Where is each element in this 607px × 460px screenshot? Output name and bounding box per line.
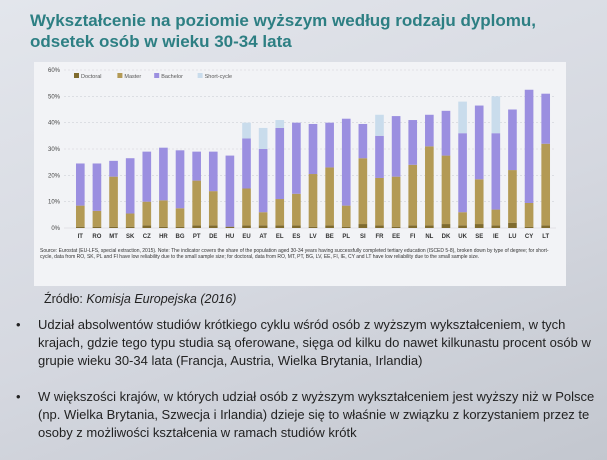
- x-tick-label: NL: [425, 234, 434, 240]
- bar-bachelor: [192, 152, 201, 181]
- x-tick-label: LV: [309, 234, 317, 240]
- bullet-item: [14, 388, 599, 442]
- x-tick-label: IT: [77, 234, 83, 240]
- bar-doctoral: [525, 227, 534, 228]
- y-tick-label: 30%: [47, 147, 60, 153]
- x-tick-label: CY: [524, 234, 534, 240]
- bar-short-cycle: [259, 128, 268, 149]
- bar-master: [458, 212, 467, 225]
- bar-master: [209, 191, 218, 225]
- legend-swatch: [198, 73, 203, 78]
- bar-bachelor: [126, 158, 135, 213]
- bar-bachelor: [292, 123, 301, 194]
- legend-swatch: [74, 73, 79, 78]
- bar-master: [425, 146, 434, 225]
- bar-bachelor: [492, 133, 501, 209]
- legend-swatch: [117, 73, 122, 78]
- bar-master: [159, 200, 168, 226]
- bar-bachelor: [508, 110, 517, 171]
- bar-short-cycle: [275, 120, 284, 128]
- bar-master: [525, 203, 534, 227]
- x-tick-label: DK: [441, 234, 451, 240]
- bar-master: [475, 179, 484, 224]
- bar-doctoral: [259, 225, 268, 228]
- bar-master: [508, 170, 517, 223]
- bullet-item: [14, 316, 599, 370]
- x-tick-label: HR: [159, 234, 168, 240]
- y-tick-label: 20%: [47, 173, 60, 180]
- bar-bachelor: [541, 94, 550, 144]
- x-tick-label: MT: [109, 234, 118, 240]
- bar-doctoral: [492, 225, 501, 228]
- bar-master: [176, 208, 185, 226]
- y-tick-label: 60%: [47, 68, 60, 74]
- bar-master: [392, 177, 401, 227]
- bar-master: [408, 165, 417, 226]
- legend-label: Short-cycle: [204, 74, 233, 80]
- y-tick-label: 40%: [47, 120, 60, 127]
- x-tick-label: PT: [192, 234, 201, 240]
- bar-master: [242, 189, 251, 226]
- bar-master: [259, 212, 268, 225]
- bar-doctoral: [425, 225, 434, 228]
- bar-doctoral: [342, 227, 351, 228]
- x-tick-label: BE: [325, 234, 334, 240]
- bar-master: [126, 214, 135, 227]
- x-tick-label: BG: [175, 234, 185, 240]
- legend-label: Doctoral: [81, 74, 102, 80]
- bar-doctoral: [408, 225, 417, 228]
- bar-doctoral: [375, 225, 384, 228]
- bar-doctoral: [159, 227, 168, 228]
- y-tick-label: 0%: [51, 226, 60, 232]
- bar-bachelor: [309, 124, 318, 174]
- bar-doctoral: [242, 225, 251, 228]
- x-tick-label: FR: [375, 234, 384, 240]
- bullet-dot-icon: •: [16, 389, 21, 404]
- bar-master: [76, 206, 85, 227]
- bar-bachelor: [442, 111, 451, 156]
- x-tick-label: EL: [275, 234, 284, 240]
- bar-doctoral: [475, 224, 484, 228]
- bar-doctoral: [309, 227, 318, 228]
- bar-master: [93, 211, 102, 227]
- bar-short-cycle: [458, 102, 467, 134]
- bar-master: [292, 194, 301, 226]
- bar-bachelor: [275, 128, 284, 199]
- bar-doctoral: [192, 225, 201, 228]
- stacked-bar-chart: [34, 62, 566, 250]
- bar-bachelor: [226, 156, 235, 227]
- bar-master: [375, 178, 384, 225]
- bar-short-cycle: [242, 123, 251, 139]
- bar-doctoral: [275, 225, 284, 228]
- bar-master: [192, 181, 201, 226]
- legend-swatch: [154, 73, 159, 78]
- bar-master: [541, 144, 550, 226]
- bar-doctoral: [209, 225, 218, 228]
- bar-doctoral: [142, 225, 151, 228]
- legend-label: Bachelor: [161, 74, 183, 80]
- source-prefix: Źródło:: [44, 292, 87, 306]
- x-tick-label: HU: [225, 234, 235, 240]
- x-tick-label: EU: [242, 234, 251, 240]
- bar-bachelor: [325, 123, 334, 168]
- x-tick-label: SI: [360, 234, 366, 240]
- bar-bachelor: [159, 148, 168, 201]
- bar-bachelor: [375, 136, 384, 178]
- bullet-list: [14, 316, 599, 442]
- bar-bachelor: [458, 133, 467, 212]
- legend-label: Master: [124, 74, 142, 80]
- bar-bachelor: [259, 149, 268, 212]
- bar-doctoral: [93, 227, 102, 228]
- bar-doctoral: [359, 224, 368, 228]
- bar-bachelor: [209, 152, 218, 192]
- bar-bachelor: [525, 90, 534, 203]
- bar-master: [142, 202, 151, 226]
- slide-title: Wykształcenie na poziomie wyższym według rodzaju dyplomu, odsetek osób w wieku 30-34 lata: [30, 11, 537, 51]
- bar-bachelor: [142, 152, 151, 202]
- source-name: Komisja Europejska (2016): [86, 292, 237, 306]
- bar-master: [275, 199, 284, 225]
- bar-doctoral: [458, 225, 467, 228]
- bar-short-cycle: [492, 96, 501, 133]
- y-tick-label: 50%: [47, 94, 60, 101]
- bar-master: [109, 177, 118, 227]
- bullet-text: Udział absolwentów studiów krótkiego cyklu wśród osób z wyższym wykształceniem, w tych krajach, gdzie tego typu studia są oferowane, sięga od kilku do nawet kilkunastu procent osób w grupie wieku 30-34 lata (Francja, Austria, Wielka Brytania, Irlandia): [38, 317, 591, 368]
- bar-bachelor: [109, 161, 118, 177]
- bar-bachelor: [342, 119, 351, 206]
- bar-bachelor: [359, 124, 368, 158]
- bar-doctoral: [325, 225, 334, 228]
- bar-doctoral: [109, 227, 118, 228]
- bar-doctoral: [392, 227, 401, 228]
- bar-doctoral: [541, 225, 550, 228]
- x-tick-label: PL: [342, 234, 351, 240]
- bar-bachelor: [408, 120, 417, 165]
- bar-doctoral: [226, 227, 235, 228]
- bullet-text: W większości krajów, w których udział osób z wyższym wykształceniem jest wyższy niż w Polsce (np. Wielka Brytania, Szwecja i Irlandia) dzieje się to właśnie w związku z korzystaniem przez te osoby z możliwości kształcenia w ramach studiów krótk: [38, 389, 595, 440]
- x-tick-label: LT: [542, 234, 550, 240]
- bar-bachelor: [425, 115, 434, 147]
- bar-doctoral: [442, 224, 451, 228]
- bar-master: [359, 158, 368, 224]
- x-tick-label: UK: [458, 234, 467, 240]
- bar-short-cycle: [375, 115, 384, 136]
- bar-bachelor: [475, 106, 484, 180]
- bar-bachelor: [392, 116, 401, 177]
- x-tick-label: CZ: [142, 234, 151, 240]
- bar-bachelor: [76, 163, 85, 205]
- x-tick-label: ES: [292, 234, 301, 240]
- bar-doctoral: [508, 223, 517, 228]
- bar-bachelor: [93, 163, 102, 210]
- y-tick-label: 10%: [47, 199, 60, 206]
- bar-master: [325, 167, 334, 225]
- bar-master: [442, 156, 451, 224]
- bar-bachelor: [242, 138, 251, 188]
- x-tick-label: RO: [92, 234, 102, 240]
- bar-doctoral: [176, 227, 185, 228]
- x-tick-label: SE: [475, 234, 484, 240]
- x-tick-label: FI: [410, 234, 416, 240]
- bar-master: [309, 174, 318, 227]
- bar-doctoral: [292, 225, 301, 228]
- bar-doctoral: [126, 227, 135, 228]
- x-tick-label: SK: [126, 234, 135, 240]
- x-tick-label: EE: [392, 234, 401, 240]
- x-tick-label: DE: [209, 234, 218, 240]
- x-tick-label: LU: [508, 234, 517, 240]
- x-tick-label: AT: [259, 234, 267, 240]
- bullet-dot-icon: •: [16, 317, 21, 332]
- bar-master: [492, 210, 501, 226]
- x-tick-label: IE: [492, 234, 499, 240]
- bar-doctoral: [76, 227, 85, 228]
- bar-master: [342, 206, 351, 227]
- bar-bachelor: [176, 150, 185, 208]
- source-citation: [44, 292, 236, 306]
- source-note: Source: Eurostat (EU-LFS, special extraction, 2015). Note: The indicator covers the share of the population aged 30-34 years having successfully completed tertiary education (ISCED 5-8), broken down by type of degree; for short-cycle, data from RO, SK, PL and FI have low reliability due to the small sample size; for doctoral, data from RO, MT, PT, BG, LV, EE, FI, IE, CY and LT have low reliability due to the small sample size.: [40, 248, 549, 260]
